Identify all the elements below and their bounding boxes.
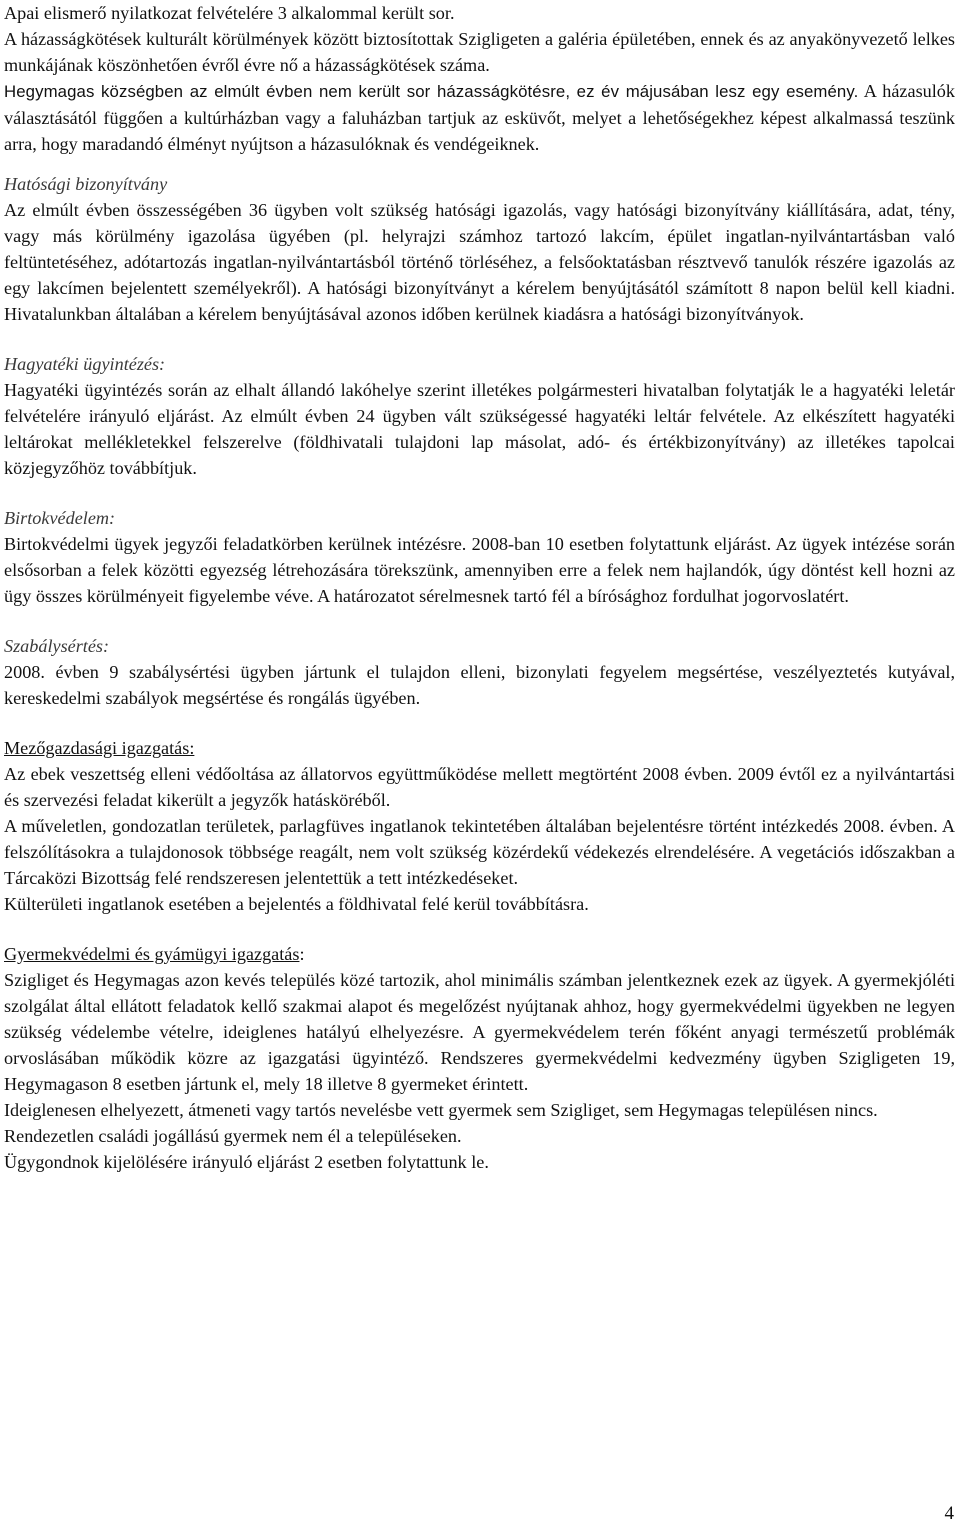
paragraph: Rendezetlen családi jogállású gyermek nem él a településeken. bbox=[4, 1126, 462, 1146]
section-heading-text: Gyermekvédelmi és gyámügyi igazgatás bbox=[4, 944, 300, 964]
paragraph: A műveletlen, gondozatlan területek, parlagfüves ingatlanok tekintetében általában bejelentésre történt intézkedés 2008. évben. A felszólításokra a tulajdonosok többsége reagált, nem volt szükség közérdekű védekezés elrendelésére. A vegetációs időszakban a Tárcaközi Bizottság felé rendszeresen jelentettük a tett intézkedéseket. bbox=[4, 816, 955, 888]
paragraph: 2008. évben 9 szabálysértési ügyben jártunk el tulajdon elleni, bizonylati fegyelem megsértése, veszélyeztetés kutyával, kereskedelmi szabályok megsértése és rongálás ügyében. bbox=[4, 662, 955, 708]
paragraph: Ügygondnok kijelölésére irányuló eljárást 2 esetben folytattunk le. bbox=[4, 1152, 489, 1172]
paragraph: Az ebek veszettség elleni védőoltása az állatorvos együttműködése mellett megtörtént 2008 évben. 2009 évtől ez a nyilvántartási és szervezési feladat kikerült a jegyzők hatásköréből. bbox=[4, 764, 955, 810]
paragraph: Külterületi ingatlanok esetében a bejelentés a földhivatal felé kerül továbbításra. bbox=[4, 894, 589, 914]
paragraph: Az elmúlt évben összességében 36 ügyben volt szükség hatósági igazolás, vagy hatósági bizonyítvány kiállítására, adat, tény, vagy más körülmény igazolása ügyében (pl. helyrajzi számhoz tartozó lakcím, épület ingatlan-nyilvántartásban való feltüntetéséhez, adótartozás ingatlan-nyilvántartásból történő törléséhez, a felsőoktatásban résztvevő tanulók részére igazolás az egy lakcímen bejelentett személyekről). A hatósági bizonyítványt a kérelem benyújtásától számított 8 napon belül kell kiadni. Hivatalunkban általában a kérelem benyújtásával azonos időben kerülnek kiadásra a hatósági bizonyítványok. bbox=[4, 200, 955, 324]
section-heading-hagyateki: Hagyatéki ügyintézés: bbox=[4, 354, 166, 374]
document-body bbox=[4, 0, 955, 1175]
page-number: 4 bbox=[944, 1503, 954, 1524]
paragraph: Birtokvédelmi ügyek jegyzői feladatkörben kerülnek intézésre. 2008-ban 10 esetben folytattunk eljárást. Az ügyek intézése során elsősorban a felek közötti egyezség létrehozására törekszünk, amennyiben erre a felek nem hajlandók, úgy döntést kell hozni az ügy összes körülményeit figyelembe véve. A határozatot sérelmesnek tartó fél a bírósághoz fordulhat jogorvoslatért. bbox=[4, 534, 955, 606]
paragraph: Apai elismerő nyilatkozat felvételére 3 alkalommal került sor. bbox=[4, 3, 455, 23]
paragraph: Ideiglenesen elhelyezett, átmeneti vagy tartós nevelésbe vett gyermek sem Szigliget, sem Hegymagas településen nincs. bbox=[4, 1100, 878, 1120]
paragraph-sans-segment: Hegymagas községben az elmúlt évben nem került sor házasságkötésre, ez év májusában lesz egy esemény. bbox=[4, 82, 859, 101]
section-heading-gyermekvedelmi bbox=[4, 941, 955, 967]
paragraph: A házasságkötések kulturált körülmények között biztosítottak Szigligeten a galéria épületében, ennek és az anyakönyvezető lelkes munkájának köszönhetően évről évre nő a házasságkötések száma. bbox=[4, 29, 955, 75]
section-heading-suffix: : bbox=[299, 944, 305, 964]
paragraph: Hagyatéki ügyintézés során az elhalt állandó lakóhelye szerint illetékes polgármesteri hivatalban folytatják le a hagyatéki leletár felvételére irányuló eljárást. Az elmúlt évben 24 ügyben vált szükségessé hagyatéki leltár felvétele. Az elkészített hagyatéki leltárokat mellékletekkel felszerelve (földhivatali tulajdoni lap másolat, adó- és értékbizonyítvány) az illetékes tapolcai közjegyzőhöz továbbítjuk. bbox=[4, 380, 955, 478]
section-heading-mezogazdasagi: Mezőgazdasági igazgatás: bbox=[4, 738, 195, 758]
paragraph: Szigliget és Hegymagas azon kevés település közé tartozik, ahol minimális számban jelentkeznek ezek az ügyek. A gyermekjóléti szolgálat által ellátott feladatok kellő szakmai alapot és megelőzést nyújtanak ahhoz, hogy gyermekvédelmi ügyekben ne legyen szükség védelembe vételre, ideiglenes hatályú elhelyezésre. A gyermekvédelem terén főként anyagi természetű problémák orvoslásában működik közre az igazgatási ügyintéző. Rendszeres gyermekvédelmi kedvezmény ügyben Szigligeten 19, Hegymagason 8 esetben jártunk el, mely 18 illetve 8 gyermeket érintett. bbox=[4, 970, 955, 1094]
section-heading-birtokvedelem: Birtokvédelem: bbox=[4, 508, 116, 528]
section-heading-hatosagi: Hatósági bizonyítvány bbox=[4, 174, 168, 194]
paragraph-segment: A házasulók választásától függően a kultúrházban vagy a faluházban tartjuk az esküvőt, melyet a lehetőségekhez képest alkalmassá teszünk arra, hogy maradandó élményt nyújtson a házasulóknak és vendégeiknek. bbox=[4, 81, 955, 154]
section-heading-szabalysertes: Szabálysértés: bbox=[4, 636, 110, 656]
paragraph bbox=[4, 78, 955, 157]
